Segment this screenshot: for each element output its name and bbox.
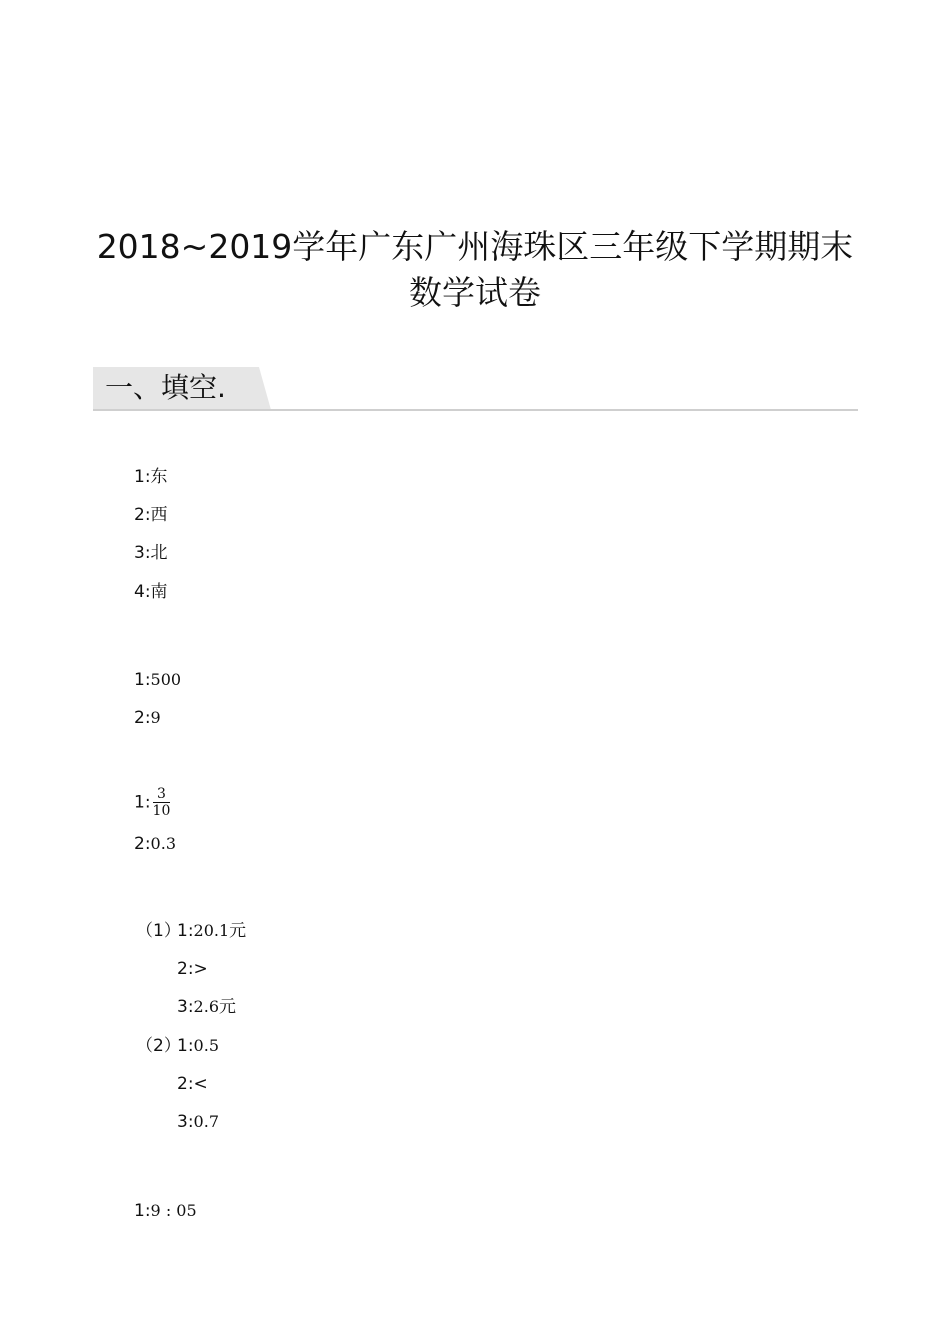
answer-item: 2:0.3 bbox=[134, 834, 176, 854]
answer-item: 1:东 bbox=[134, 467, 168, 487]
answer-item: 1:0.5 bbox=[177, 1036, 219, 1056]
subquestion-label: （2） bbox=[136, 1036, 181, 1056]
answer-item: 3:北 bbox=[134, 543, 168, 563]
answer-item: 2:9 bbox=[134, 708, 161, 728]
answer-item: 1:500 bbox=[134, 670, 182, 690]
answer-item: 3:2.6元 bbox=[177, 997, 236, 1017]
answer-item: 2:< bbox=[177, 1074, 208, 1094]
subquestion-label: （1） bbox=[136, 921, 181, 941]
section-divider bbox=[93, 409, 858, 411]
answer-item: 1:20.1元 bbox=[177, 921, 247, 941]
section-header bbox=[93, 367, 858, 412]
answer-item: 1:9 : 05 bbox=[134, 1201, 197, 1221]
answer-item: 1: $\frac{3}{10}$ bbox=[134, 786, 171, 819]
answer-item: 3:0.7 bbox=[177, 1112, 219, 1132]
answer-item: 4:南 bbox=[134, 582, 168, 602]
title-line-1: 2018~2019学年广东广州海珠区三年级下学期期末 bbox=[96, 227, 854, 266]
answer-item: 2:西 bbox=[134, 505, 168, 525]
title-line-2: 数学试卷 bbox=[409, 273, 541, 312]
fraction: $\frac{3}{10}$ bbox=[152, 786, 171, 819]
section-title: 一、填空. bbox=[105, 371, 226, 404]
answer-item: 2:> bbox=[177, 959, 208, 979]
page-title bbox=[60, 224, 890, 316]
